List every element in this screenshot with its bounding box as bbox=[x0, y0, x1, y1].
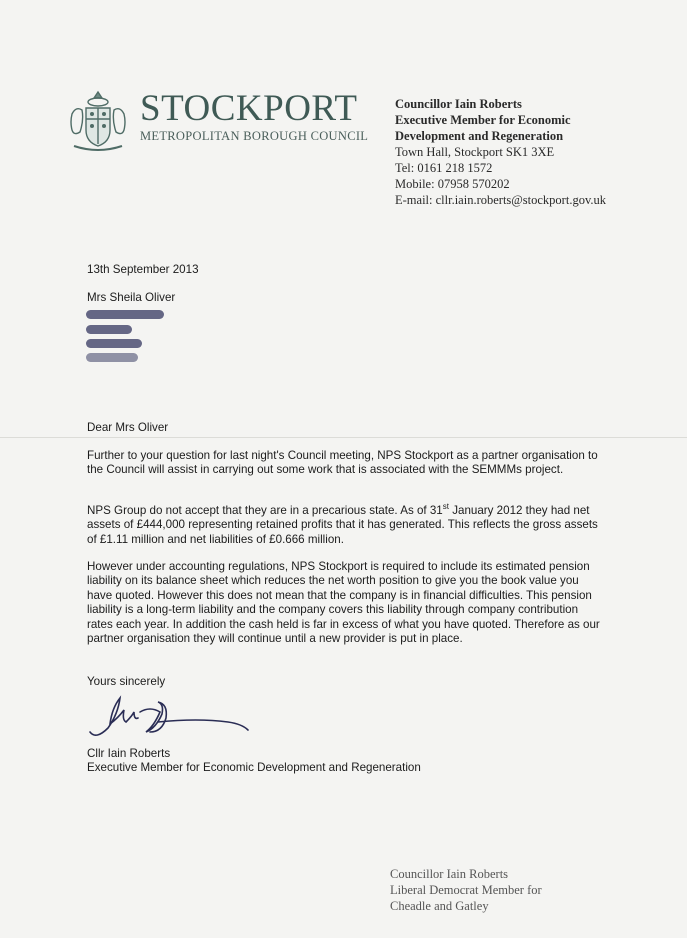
paragraph-2-before: NPS Group do not accept that they are in a precarious state. As of 31 bbox=[87, 504, 443, 517]
footer-line-1: Councillor Iain Roberts bbox=[390, 867, 509, 881]
paragraph-3: However under accounting regulations, NPS Stockport is required to include its estimated pension liability on its balance sheet which reduces the net worth position to give you the book value you have quoted. However this does not mean that the company is in financial difficulties. This pension liability is a long-term liability and the company covers this liability through company contribution rates each year. In addition the cash held is far in excess of what you have quoted. Therefore as our partner organisation they will continue until a new provider is put in place. bbox=[87, 560, 600, 646]
sender-block bbox=[395, 96, 606, 208]
redacted-address-line bbox=[86, 353, 138, 362]
sender-mobile: Mobile: 07958 570202 bbox=[395, 177, 510, 191]
footer-line-3: Cheadle and Gatley bbox=[390, 899, 489, 913]
paragraph-2 bbox=[87, 504, 607, 547]
redacted-address-line bbox=[86, 339, 142, 348]
redacted-address-line bbox=[86, 310, 164, 319]
sender-title: Councillor Iain Roberts bbox=[395, 97, 522, 111]
council-crest-icon bbox=[66, 88, 130, 154]
recipient-name: Mrs Sheila Oliver bbox=[87, 291, 176, 304]
sender-tel: Tel: 0161 218 1572 bbox=[395, 161, 493, 175]
handwritten-signature bbox=[70, 690, 270, 746]
sender-address: Town Hall, Stockport SK1 3XE bbox=[395, 145, 555, 159]
sender-role-line2: Development and Regeneration bbox=[395, 129, 564, 143]
signer-name: Cllr Iain Roberts bbox=[87, 747, 171, 760]
sender-email: E-mail: cllr.iain.roberts@stockport.gov.uk bbox=[395, 193, 607, 207]
redacted-address-line bbox=[86, 325, 132, 334]
paragraph-1: Further to your question for last night's Council meeting, NPS Stockport as a partner organisation to the Council will assist in carrying out some work that is associated with the SEMMMs project. bbox=[87, 449, 598, 477]
footer-block bbox=[390, 866, 542, 914]
sender-role-line1: Executive Member for Economic bbox=[395, 113, 571, 127]
paragraph-2-superscript: st bbox=[442, 502, 449, 512]
letter-date: 13th September 2013 bbox=[87, 263, 199, 276]
footer-line-2: Liberal Democrat Member for bbox=[390, 883, 542, 897]
paper-fold-line bbox=[0, 437, 687, 438]
council-subtitle: METROPOLITAN BOROUGH COUNCIL bbox=[140, 129, 369, 143]
closing: Yours sincerely bbox=[87, 675, 166, 688]
salutation: Dear Mrs Oliver bbox=[87, 421, 169, 434]
council-name: STOCKPORT bbox=[140, 88, 358, 129]
paragraph-2-after: January 2012 they had net assets of £444,000 representing retained profits that it has generated. This reflects the gross assets of £1.11 million and net liabilities of £0.666 million. bbox=[87, 504, 598, 546]
signer-role: Executive Member for Economic Development and Regeneration bbox=[87, 761, 421, 774]
